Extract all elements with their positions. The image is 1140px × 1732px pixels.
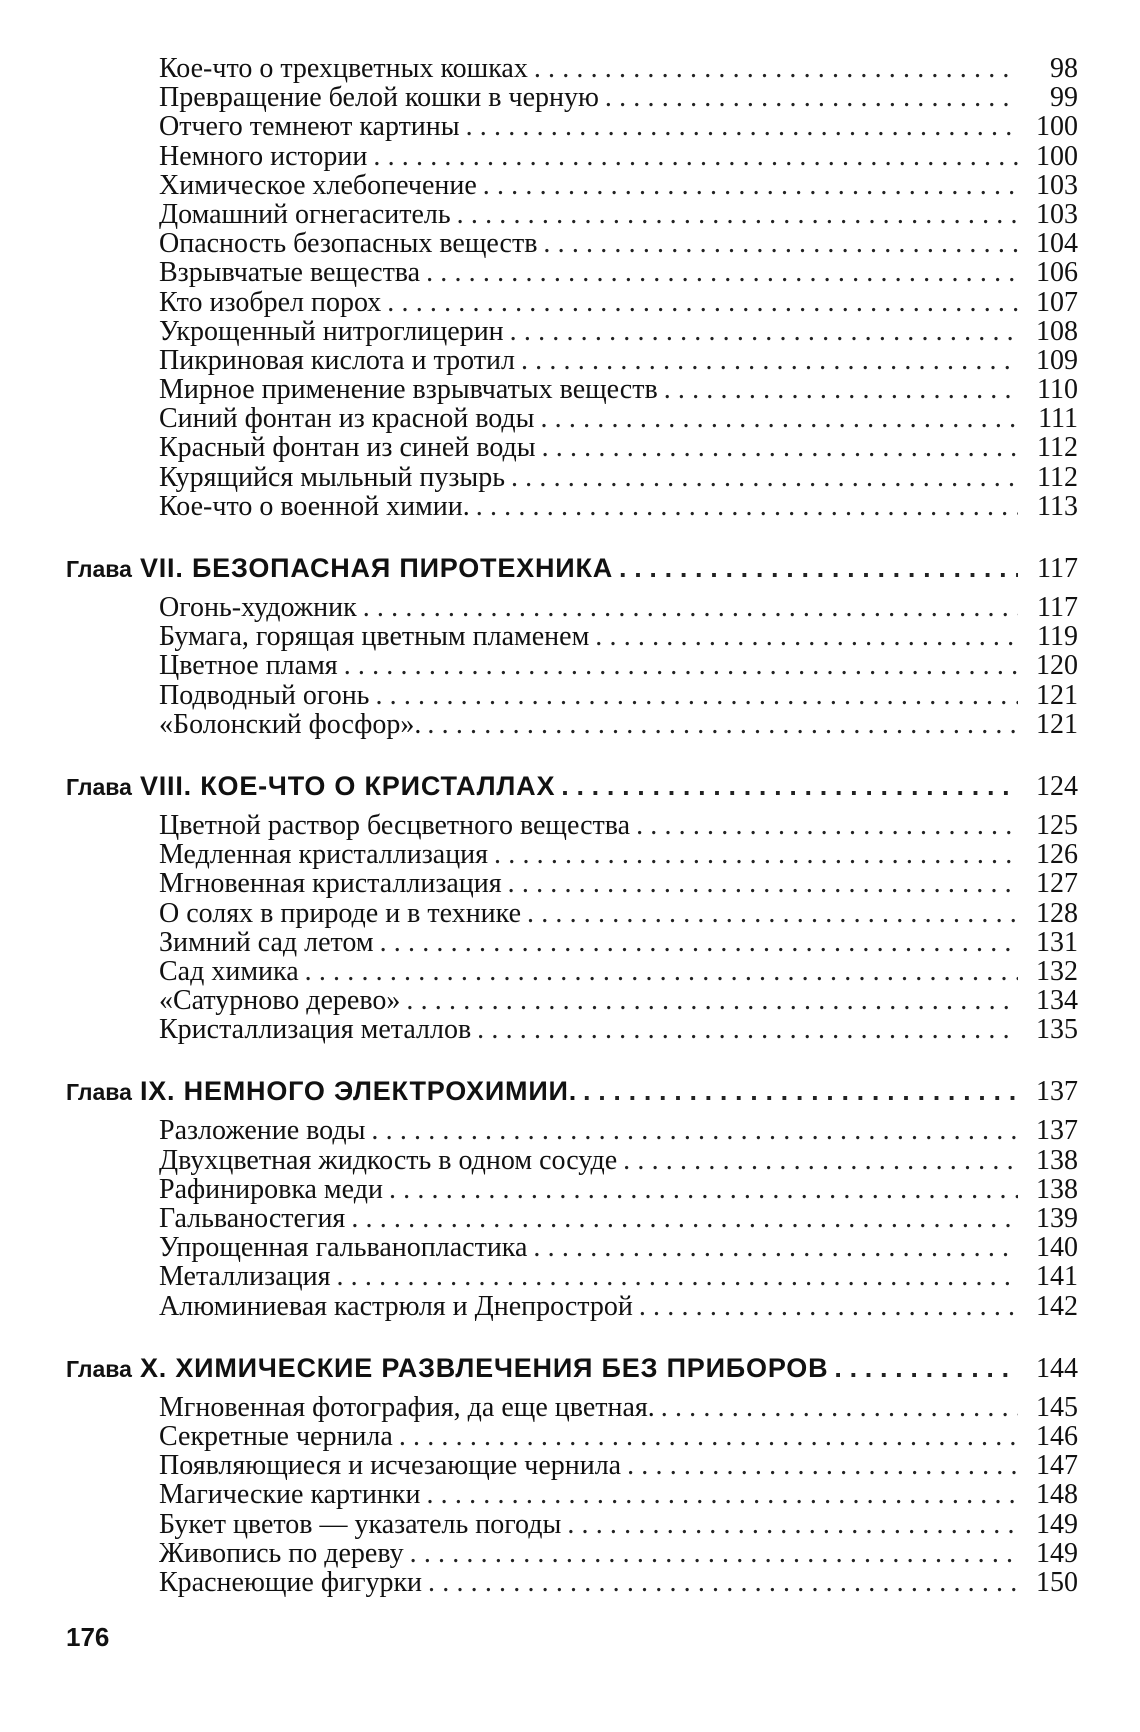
dot-leader [510,317,1018,346]
entry-page-number: 131 [1036,926,1078,958]
entry-page-number: 113 [1037,490,1078,522]
toc-entry [66,317,1078,346]
dot-leader [834,1351,1018,1385]
entry-title: Кристаллизация металлов [159,1014,472,1046]
dot-leader [511,463,1018,492]
entry-page-number: 135 [1036,1014,1078,1046]
entry-page-number: 148 [1036,1479,1078,1511]
chapter-heading [66,1074,1078,1108]
toc-entry [66,1568,1078,1597]
toc-entry [66,1175,1078,1204]
toc-entry [66,83,1078,112]
toc-entry [66,200,1078,229]
entry-page-number: 137 [1036,1115,1078,1147]
toc-entry [66,1204,1078,1233]
entry-title: Мирное применение взрывчатых веществ [159,374,658,406]
entry-page-number: 134 [1036,985,1078,1017]
entry-page-number: 121 [1036,679,1078,711]
entry-title: Сад химика [159,955,299,987]
entry-title: «Сатурново дерево» [159,985,401,1017]
dot-leader [661,1393,1018,1422]
entry-page-number: 145 [1036,1391,1078,1423]
toc-entry [66,1480,1078,1509]
dot-leader [534,54,1018,83]
entry-title: Опасность безопасных веществ [159,228,538,260]
toc-entry [66,54,1078,83]
chapter-word: Глава [66,773,132,800]
page-number: 176 [66,1622,110,1652]
toc-entry [66,112,1078,141]
dot-leader [410,1539,1018,1568]
toc-entry [66,840,1078,869]
toc-entry [66,622,1078,651]
dot-leader [542,433,1018,462]
dot-leader [636,811,1018,840]
entry-title: Мгновенная кристаллизация [159,868,502,900]
toc-entry [66,651,1078,680]
toc-entry [66,1539,1078,1568]
entry-title: Немного истории [159,140,368,172]
toc-entry [66,258,1078,287]
dot-leader [426,258,1018,287]
dot-leader [427,710,1018,739]
entry-title: Курящийся мыльный пузырь [159,461,505,493]
toc-entry [66,710,1078,739]
toc-entry [66,1233,1078,1262]
chapter-title: VII. БЕЗОПАСНАЯ ПИРОТЕХНИКА [139,553,614,583]
dot-leader [399,1422,1018,1451]
toc-entry [66,375,1078,404]
entry-title: Пикриновая кислота и тротил [159,344,515,376]
entry-title: О солях в природе и в технике [159,897,521,929]
entry-page-number: 124 [1036,770,1078,802]
toc-entry [66,1116,1078,1145]
chapter-word: Глава [66,556,132,582]
dot-leader [567,1510,1018,1539]
spacer [66,739,1078,769]
dot-leader [344,651,1018,680]
toc-entry [66,463,1078,492]
dot-leader [363,593,1018,622]
entry-page-number: 104 [1036,228,1078,260]
dot-leader [494,840,1018,869]
entry-page-number: 141 [1036,1261,1078,1293]
entry-title: Красный фонтан из синей воды [159,432,536,464]
entry-title: Краснеющие фигурки [159,1566,423,1598]
toc-entry [66,1510,1078,1539]
toc-entry [66,492,1078,521]
entry-title: Разложение воды [159,1115,366,1147]
toc-entry [66,869,1078,898]
entry-title: Превращение белой кошки в черную [159,82,599,114]
dot-leader [627,1451,1018,1480]
entry-title: Появляющиеся и исчезающие чернила [159,1450,622,1482]
entry-page-number: 125 [1036,809,1078,841]
entry-title: Зимний сад летом [159,926,374,958]
toc-entry [66,142,1078,171]
entry-page-number: 127 [1036,868,1078,900]
toc-entry [66,1422,1078,1451]
dot-leader [595,622,1018,651]
entry-page-number: 126 [1036,839,1078,871]
entry-title: Кое-что о военной химии. [159,490,470,522]
toc-entry [66,288,1078,317]
toc-entry [66,899,1078,928]
dot-leader [483,171,1018,200]
entry-title: Подводный огонь [159,679,370,711]
dot-leader [457,200,1018,229]
entry-page-number: 146 [1036,1420,1078,1452]
dot-leader [623,1146,1018,1175]
toc-entry [66,404,1078,433]
entry-title: Бумага, горящая цветным пламенем [159,621,590,653]
entry-title: Отчего темнеют картины [159,111,460,143]
entry-page-number: 147 [1036,1450,1078,1482]
toc-entry [66,171,1078,200]
dot-leader [371,1116,1018,1145]
chapter-word: Глава [66,1079,132,1106]
toc-entry [66,957,1078,986]
dot-leader [351,1204,1018,1233]
entry-page-number: 137 [1036,1076,1078,1108]
entry-page-number: 117 [1037,553,1078,584]
entry-title: Живопись по дереву [159,1537,404,1569]
dot-leader [521,346,1018,375]
entry-page-number: 106 [1036,257,1078,289]
entry-page-number: 150 [1036,1566,1078,1598]
chapter-title: IX. НЕМНОГО ЭЛЕКТРОХИМИИ. [139,1076,578,1107]
entry-page-number: 128 [1036,897,1078,929]
entry-page-number: 103 [1036,169,1078,201]
entry-page-number: 103 [1036,198,1078,230]
entry-page-number: 112 [1037,461,1078,493]
dot-leader [336,1262,1018,1291]
chapter-title: VIII. КОЕ-ЧТО О КРИСТАЛЛАХ [139,770,556,801]
dot-leader [305,957,1018,986]
chapter-heading [66,769,1078,803]
entry-page-number: 99 [1050,82,1078,114]
entry-title: Алюминиевая кастрюля и Днепрострой [159,1290,633,1322]
dot-leader [375,681,1018,710]
dot-leader [477,1015,1018,1044]
dot-leader [428,1568,1018,1597]
entry-page-number: 138 [1036,1144,1078,1176]
entry-title: Двухцветная жидкость в одном сосуде [159,1144,618,1176]
toc-entry [66,811,1078,840]
entry-title: Синий фонтан из красной воды [159,403,535,435]
entry-page-number: 100 [1036,111,1078,143]
dot-leader [476,492,1018,521]
dot-leader [533,1233,1018,1262]
entry-page-number: 119 [1037,621,1078,653]
entry-title: Кое-что о трехцветных кошках [159,53,528,84]
chapter-title: X. ХИМИЧЕСКИЕ РАЗВЛЕЧЕНИЯ БЕЗ ПРИБОРОВ [139,1352,829,1383]
entry-page-number: 112 [1037,432,1078,464]
entry-page-number: 149 [1036,1508,1078,1540]
entry-page-number: 117 [1037,592,1078,623]
dot-leader [540,404,1018,433]
entry-title: Цветной раствор бесцветного вещества [159,809,631,841]
dot-leader [373,142,1018,171]
entry-page-number: 132 [1036,955,1078,987]
entry-page-number: 98 [1050,53,1078,84]
entry-title: Домашний огнегаситель [159,198,451,230]
entry-page-number: 108 [1036,315,1078,347]
toc-entry [66,1451,1078,1480]
toc-entry [66,1262,1078,1291]
entry-title: «Болонский фосфор». [159,708,422,740]
dot-leader [406,986,1018,1015]
dot-leader [543,229,1018,258]
entry-page-number: 140 [1036,1232,1078,1264]
entry-title: Химическое хлебопечение [159,169,477,201]
entry-page-number: 109 [1036,344,1078,376]
entry-title: Медленная кристаллизация [159,839,489,871]
entry-page-number: 120 [1036,650,1078,682]
dot-leader [619,551,1018,585]
entry-title: Взрывчатые вещества [159,257,421,289]
toc-entry [66,681,1078,710]
toc-entry [66,433,1078,462]
dot-leader [527,899,1018,928]
entry-page-number: 144 [1036,1352,1078,1384]
entry-title: Мгновенная фотография, да еще цветная. [159,1391,655,1423]
entry-page-number: 111 [1038,403,1078,435]
entry-page-number: 100 [1036,140,1078,172]
entry-title: Огонь-художник [159,592,357,623]
toc-entry [66,593,1078,622]
dot-leader [389,1175,1018,1204]
toc-entry [66,1292,1078,1321]
dot-leader [639,1292,1018,1321]
toc-entry [66,1146,1078,1175]
toc-entry [66,1015,1078,1044]
entry-title: Секретные чернила [159,1420,393,1452]
entry-title: Кто изобрел порох [159,286,382,318]
entry-title: Букет цветов — указатель погоды [159,1508,562,1540]
entry-page-number: 110 [1037,374,1078,406]
chapter-heading [66,1351,1078,1385]
dot-leader [561,769,1018,803]
entry-page-number: 138 [1036,1173,1078,1205]
entry-title: Гальваностегия [159,1203,346,1234]
entry-title: Металлизация [159,1261,331,1293]
dot-leader [426,1480,1018,1509]
spacer [66,521,1078,551]
entry-title: Магические картинки [159,1479,421,1511]
toc-entry [66,986,1078,1015]
entry-page-number: 121 [1036,708,1078,740]
dot-leader [583,1074,1018,1108]
chapter-word: Глава [66,1355,132,1382]
entry-page-number: 139 [1036,1203,1078,1234]
toc-entry [66,229,1078,258]
spacer [66,1321,1078,1351]
table-of-contents [66,54,1078,1597]
entry-page-number: 142 [1036,1290,1078,1322]
spacer [66,1044,1078,1074]
entry-page-number: 107 [1036,286,1078,318]
dot-leader [508,869,1018,898]
dot-leader [605,83,1018,112]
chapter-heading [66,551,1078,585]
dot-leader [664,375,1018,404]
entry-title: Рафинировка меди [159,1173,383,1205]
toc-entry [66,1393,1078,1422]
dot-leader [380,928,1018,957]
dot-leader [387,288,1018,317]
toc-entry [66,346,1078,375]
entry-title: Цветное пламя [159,650,338,682]
toc-entry [66,928,1078,957]
dot-leader [466,112,1018,141]
entry-title: Укрощенный нитроглицерин [159,315,504,347]
entry-page-number: 149 [1036,1537,1078,1569]
entry-title: Упрощенная гальванопластика [159,1232,528,1264]
